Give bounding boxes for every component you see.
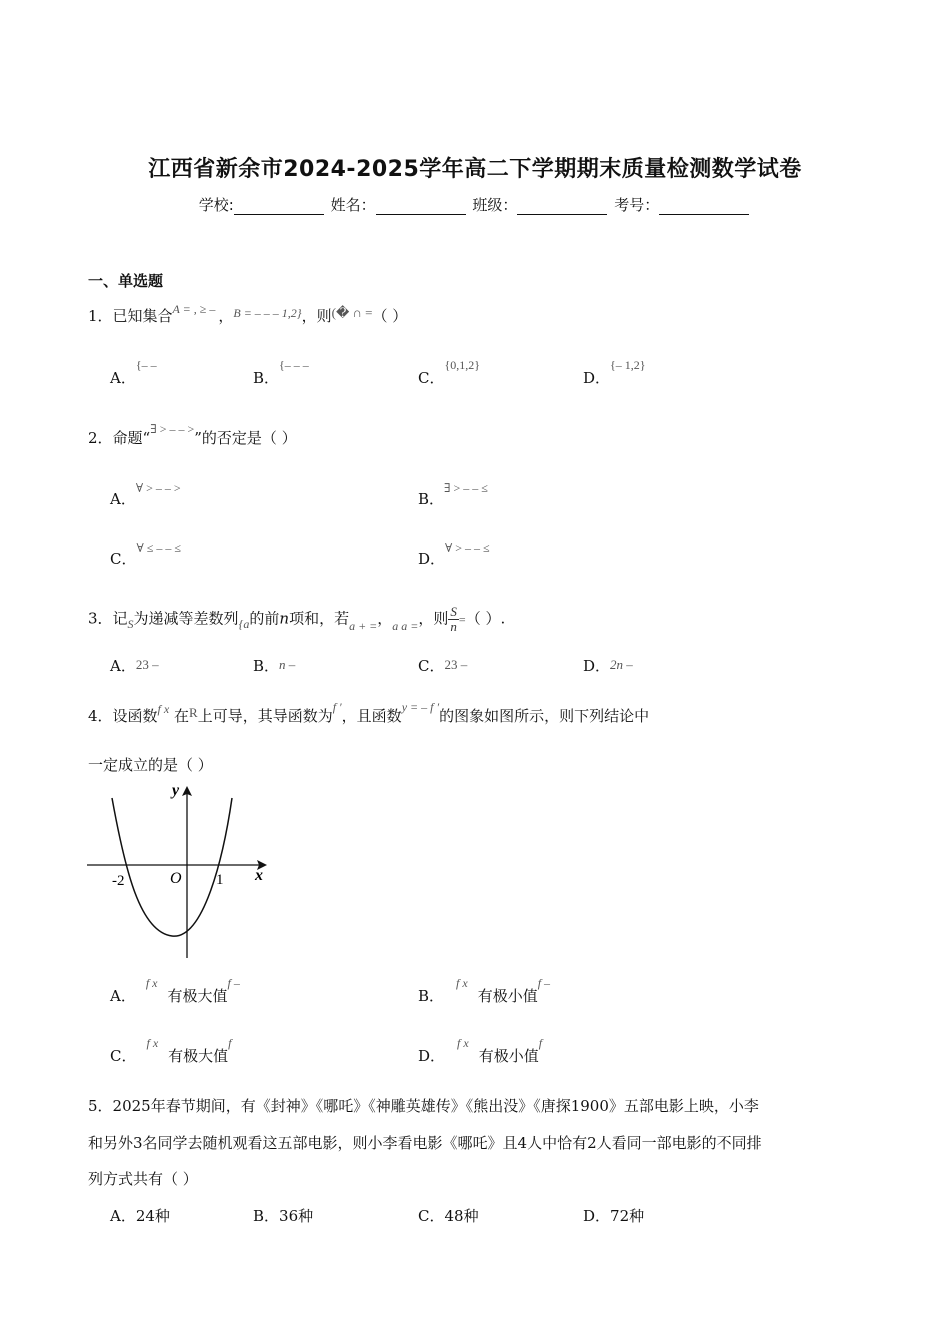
- q5-option-b[interactable]: B．36种: [253, 1207, 314, 1225]
- question-5-line2: 和另外3名同学去随机观看这五部电影，则小李看电影《哪吒》且4人中恰有2人看同一部电影的不同排: [88, 1134, 762, 1152]
- q1-set-a: A = , ≥ –: [172, 302, 219, 316]
- root-right-label: 1: [216, 872, 224, 888]
- question-1: [88, 302, 408, 326]
- q4-option-d[interactable]: D．$^{f x}$有极小值$^f$: [418, 1036, 543, 1065]
- question-3: 3．记$_S$为递减等差数列$_{\{a}$的前n项和，若$_{a + =}$，$_{a a =}$，则 $\frac{S}{n}$ =（ ）.: [88, 604, 506, 634]
- q2-option-a[interactable]: A．∀ > – – >: [110, 481, 181, 508]
- q3-option-c[interactable]: C．23 –: [418, 657, 468, 675]
- root-left-label: -2: [112, 873, 125, 889]
- question-5-line1: 5．2025年春节期间，有《封神》《哪吒》《神雕英雄传》《熊出没》《唐探1900》五部电影上映，小李: [88, 1097, 759, 1115]
- q4-option-c[interactable]: C．$^{f x}$有极大值$^f$: [110, 1036, 232, 1065]
- q4-graph: [85, 780, 275, 960]
- q2-option-d[interactable]: D．∀ > – – ≤: [418, 541, 490, 568]
- q1-paren: （ ）: [372, 307, 408, 325]
- class-blank[interactable]: [517, 200, 607, 215]
- origin-label: O: [170, 870, 182, 887]
- q5-option-d[interactable]: D．72种: [583, 1207, 645, 1225]
- q1-option-c[interactable]: C．$^{\{0,1,2\}}$: [418, 358, 481, 387]
- q1-prefix: 1．已知集合: [88, 307, 173, 325]
- q2-option-c[interactable]: C．∀ ≤ – – ≤: [110, 541, 181, 568]
- q2-expression: ∃ > – – >: [150, 422, 195, 436]
- q1-option-a[interactable]: A．{– –: [110, 358, 157, 387]
- q3-option-d[interactable]: D．2n –: [583, 657, 633, 675]
- x-axis-label: x: [255, 867, 263, 884]
- q5-option-c[interactable]: C．48种: [418, 1207, 479, 1225]
- q1-option-d[interactable]: D．$^{\{- 1,2\}}$: [583, 358, 646, 387]
- question-5-line3: 列方式共有（ ）: [88, 1170, 198, 1188]
- q1-set-b: B = – – – 1,2}: [233, 306, 302, 320]
- school-blank[interactable]: [234, 200, 324, 215]
- question-4-line2: 一定成立的是（ ）: [88, 756, 213, 774]
- q4-option-a[interactable]: A．$^{f x}$有极大值$^{f -}$: [110, 976, 240, 1005]
- q4-option-b[interactable]: B．$^{f x}$有极小值$^{f -}$: [418, 976, 551, 1005]
- parabola-curve: [112, 798, 232, 936]
- q3-fraction: $\frac{S}{n}$: [450, 604, 457, 634]
- name-blank[interactable]: [376, 200, 466, 215]
- school-label: 学校:: [198, 196, 234, 214]
- section-title: 一、单选题: [88, 272, 164, 290]
- q1-comma: ，: [218, 307, 234, 325]
- id-blank[interactable]: [659, 200, 749, 215]
- page-title: 江西省新余市2024-2025学年高二下学期期末质量检测数学试卷: [148, 157, 802, 182]
- q1-then: ，则: [301, 307, 332, 325]
- q5-option-a[interactable]: A．24种: [110, 1207, 170, 1225]
- q1-expression: (� ∩ =: [331, 305, 373, 320]
- q1-option-b[interactable]: B．{– – –: [253, 358, 309, 387]
- id-label: 考号：: [614, 196, 660, 214]
- class-label: 班级：: [472, 196, 518, 214]
- y-axis-label: y: [172, 782, 180, 799]
- student-info-line: [0, 194, 950, 215]
- name-label: 姓名：: [330, 196, 376, 214]
- q2-option-b[interactable]: B．∃ > – – ≤: [418, 481, 488, 508]
- question-2: 2．命题“∃ > – – >”的否定是（ ）: [88, 422, 297, 447]
- q3-option-b[interactable]: B．n –: [253, 657, 296, 675]
- q3-option-a[interactable]: A．23 –: [110, 657, 159, 675]
- question-4: 4．设函数$^{f x}$ 在R上可导，其导函数为$^{f '}$，且函数$^{y = - f '}$的图象如图所示，则下列结论中: [88, 700, 650, 725]
